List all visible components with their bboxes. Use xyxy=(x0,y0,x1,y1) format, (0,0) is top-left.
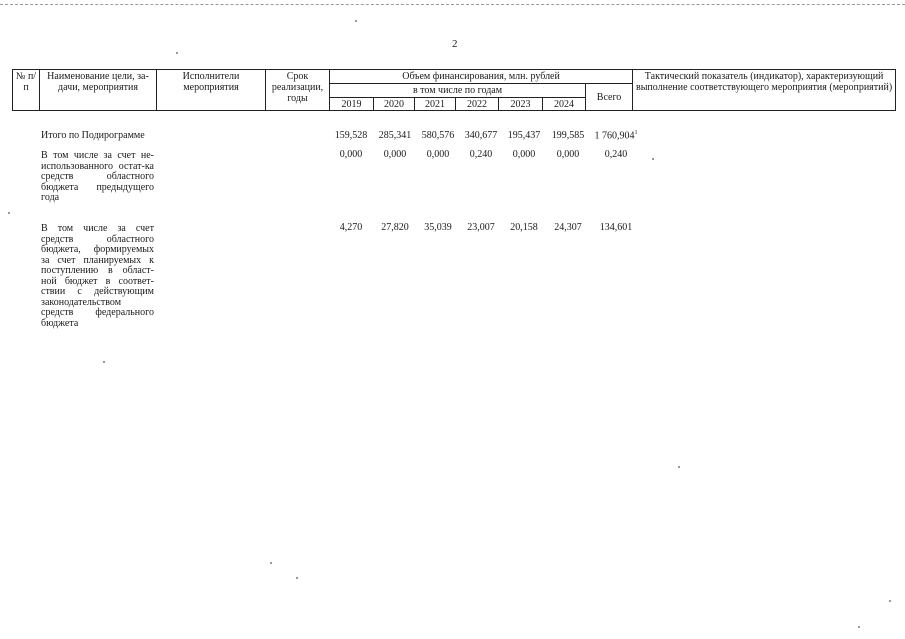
header-year-2022: 2022 xyxy=(456,98,499,111)
row-label-federal-funds: В том числе за счет средств областного бюджета, формируемых за счет планируемых к поступлению в област-ной бюджет в соответ-ствии с действующим законодательством средств федерального бюджета xyxy=(41,223,154,329)
header-year-2020: 2020 xyxy=(374,98,415,111)
row-federal-2022: 23,007 xyxy=(467,222,495,233)
header-year-2024: 2024 xyxy=(543,98,586,111)
footnote-mark: 1 xyxy=(634,130,638,136)
header-col-total: Всего xyxy=(586,84,633,111)
header-col-number: № п/п xyxy=(13,70,40,111)
row-total-sum: 1 760,904$^1$ xyxy=(594,130,638,142)
row-federal-2024: 24,307 xyxy=(554,222,582,233)
header-year-2019: 2019 xyxy=(330,98,374,111)
row-federal-2020: 27,820 xyxy=(381,222,409,233)
header-year-2023: 2023 xyxy=(499,98,543,111)
header-col-indicator: Тактический показатель (индикатор), характеризующий выполнение соответствующего мероприятия (мероприятий) xyxy=(633,70,896,111)
row-total-2020: 285,341 xyxy=(378,130,412,141)
row-unused-2021: 0,000 xyxy=(426,149,450,160)
row-unused-2024: 0,000 xyxy=(556,149,580,160)
page-number: 2 xyxy=(452,38,458,50)
header-year-2021: 2021 xyxy=(415,98,456,111)
row-total-2021: 580,576 xyxy=(421,130,455,141)
row-unused-2020: 0,000 xyxy=(383,149,407,160)
header-col-executors: Исполнители мероприятия xyxy=(157,70,266,111)
row-total-2024: 199,585 xyxy=(551,130,585,141)
row-total-2019: 159,528 xyxy=(334,130,368,141)
row-total-2023: 195,437 xyxy=(507,130,541,141)
header-col-name: Наименование цели, за-дачи, мероприятия xyxy=(40,70,157,111)
row-federal-2021: 35,039 xyxy=(424,222,452,233)
row-unused-2023: 0,000 xyxy=(512,149,536,160)
row-label-unused-balance: В том числе за счет не-использованного остат-ка средств областного бюджета предыдущего года xyxy=(41,150,154,203)
row-unused-sum: 0,240 xyxy=(604,149,628,160)
header-col-funding: Объем финансирования, млн. рублей xyxy=(330,70,633,84)
row-federal-2019: 4,270 xyxy=(339,222,363,233)
row-federal-2023: 20,158 xyxy=(510,222,538,233)
row-federal-sum: 134,601 xyxy=(599,222,633,233)
row-label-total: Итого по Подирограмме xyxy=(41,130,145,141)
header-col-term: Срок реализации, годы xyxy=(266,70,330,111)
row-unused-2022: 0,240 xyxy=(469,149,493,160)
row-unused-2019: 0,000 xyxy=(339,149,363,160)
row-total-2022: 340,677 xyxy=(464,130,498,141)
header-by-years: в том числе по годам xyxy=(330,84,586,98)
